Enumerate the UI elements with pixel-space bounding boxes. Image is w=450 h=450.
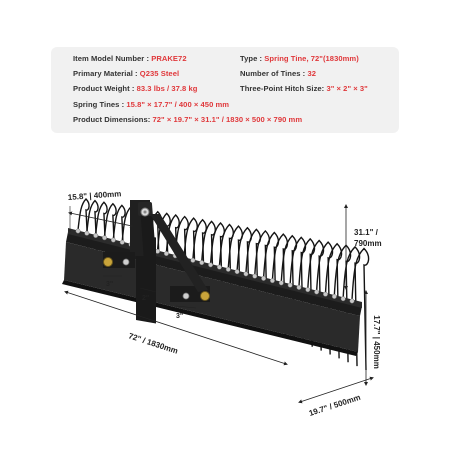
spec-weight-label: Product Weight : bbox=[73, 84, 137, 93]
tine-bolt bbox=[350, 299, 354, 303]
hitch-size-label-c: 3" bbox=[176, 313, 184, 320]
spec-dimensions-value: 72" × 19.7" × 31.1" / 1830 × 500 × 790 mm bbox=[152, 115, 303, 124]
tine-bolt bbox=[111, 238, 115, 242]
spec-weight-value: 83.3 lbs / 37.8 kg bbox=[136, 84, 198, 93]
tine-bolt bbox=[253, 274, 257, 278]
spec-type-value: Spring Tine, 72"(1830mm) bbox=[264, 54, 359, 63]
tine-bolt bbox=[270, 278, 274, 282]
tine-bolt bbox=[306, 288, 310, 292]
tine-bolt bbox=[155, 249, 159, 253]
tine-bolt bbox=[288, 283, 292, 287]
spec-tines-label: Number of Tines : bbox=[240, 69, 308, 78]
spec-material-value: Q235 Steel bbox=[139, 69, 180, 78]
dim-tine-height-label: 17.7" | 450mm bbox=[372, 315, 381, 369]
spec-hitch-label: Three-Point Hitch Size: bbox=[240, 84, 327, 93]
tine-bolt bbox=[217, 265, 221, 269]
spec-tines-value: 32 bbox=[307, 69, 316, 78]
tine-bolt bbox=[226, 267, 230, 271]
tine-bolt bbox=[164, 251, 168, 255]
dim-depth-label: 19.7" / 500mm bbox=[307, 392, 362, 418]
tine-bolt bbox=[120, 240, 124, 244]
spec-model-label: Item Model Number : bbox=[73, 54, 152, 63]
tine-bolt bbox=[102, 236, 106, 240]
spec-material-label: Primary Material : bbox=[73, 69, 140, 78]
spec-type-label: Type : bbox=[240, 54, 265, 63]
tine-bolt bbox=[314, 290, 318, 294]
tine-bolt bbox=[261, 276, 265, 280]
hitch-size-label-b: 2" bbox=[142, 295, 150, 302]
tine-bolt bbox=[235, 269, 239, 273]
dim-width-label: 72" / 1830mm bbox=[127, 331, 180, 356]
tine-bolt bbox=[279, 281, 283, 285]
tine-bolt bbox=[341, 297, 345, 301]
spec-model-value: PRAKE72 bbox=[151, 54, 187, 63]
dim-height-label-2: 790mm bbox=[354, 239, 382, 248]
tine-bolt bbox=[208, 263, 212, 267]
spec-hitch-value: 3" × 2" × 3" bbox=[326, 84, 368, 93]
spec-spring-tines-value: 15.8" × 17.7" / 400 × 450 mm bbox=[126, 100, 230, 109]
dim-tine-height bbox=[366, 292, 381, 384]
tine-bolt bbox=[323, 292, 327, 296]
dim-tine-length-label: 15.8" | 400mm bbox=[67, 189, 122, 202]
spec-dimensions-label: Product Dimensions: bbox=[73, 115, 153, 124]
tine-bolt bbox=[332, 294, 336, 298]
tine-bolt bbox=[93, 233, 97, 237]
tine-bolt bbox=[76, 229, 80, 233]
dim-depth bbox=[300, 378, 372, 418]
tine-bolt bbox=[244, 272, 248, 276]
tine-bolt bbox=[191, 258, 195, 262]
tine-bolt bbox=[85, 231, 89, 235]
tine-bolt bbox=[200, 260, 204, 264]
tine-bolt bbox=[297, 285, 301, 289]
hitch-size-label-a: 3" bbox=[106, 281, 114, 288]
dim-height-label-1: 31.1" / bbox=[354, 228, 378, 237]
spec-spring-tines-label: Spring Tines : bbox=[73, 100, 127, 109]
